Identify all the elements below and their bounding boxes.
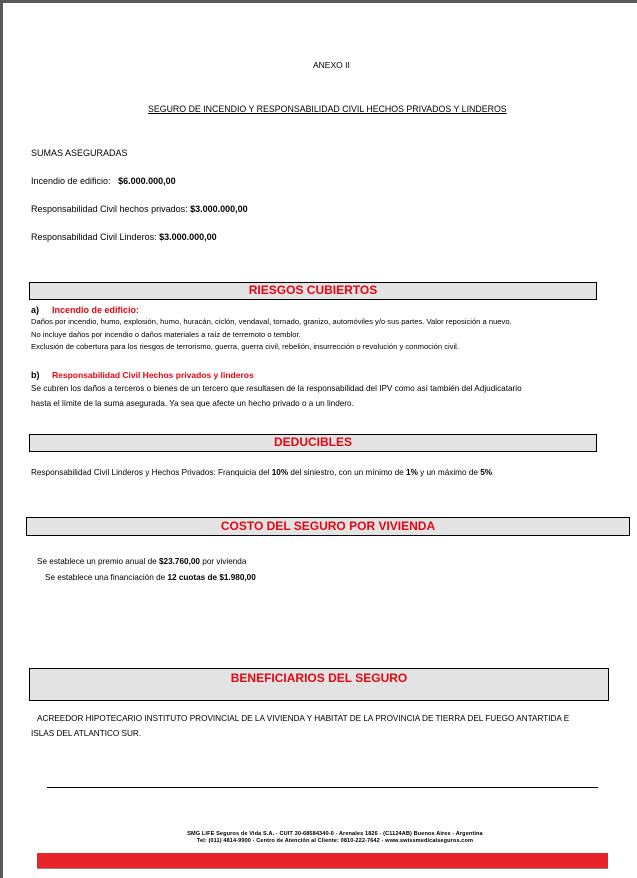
cost-financing (45, 572, 256, 585)
footer-contact-line: Tel: (011) 4814-9900 - Centro de Atención al Cliente: 0810-222-7642 - www.swissmedicalseguros.com (196, 838, 474, 844)
deductibles-text (31, 467, 492, 480)
risk-b-line-1: Se cubren los daños a terceros o bienes de un tercero que resultasen de la responsabilidad del IPV como así también del Adjudicatario (31, 384, 522, 393)
footer-company-line: SMG LIFE Seguros de Vida S.A. - CUIT 30-68584340-0 - Arenales 1826 - (C1124AB) Buenos Aires - Argentina (187, 831, 483, 837)
annex-label: ANEXO II (313, 60, 350, 70)
deductibles-pct: 10% (271, 468, 289, 477)
risks-heading: RIESGOS CUBIERTOS (248, 283, 378, 297)
sum-neighbors-value: $3.000.000,00 (159, 232, 217, 242)
cost-financing-value: 12 cuotas de $1.980,00 (167, 573, 256, 582)
sum-private-label: Responsabilidad Civil hechos privados: (31, 204, 188, 214)
footer-divider (47, 787, 598, 788)
sum-building-label: Incendio de edificio: (31, 176, 111, 186)
risk-b-marker: b) (31, 370, 40, 380)
risk-b-line-2: hasta el límite de la suma asegurada. Ya sea que afecte un hecho privado o a un lindero. (31, 399, 354, 408)
cost-heading-band (26, 517, 630, 536)
risk-a-line-3: Exclusión de cobertura para los riesgos de terrorismo, guerra, guerra civil, rebelión, insurrección o revolución y conmoción civil. (31, 342, 459, 351)
deductibles-min: 1% (406, 468, 418, 477)
cost-premium (37, 556, 246, 569)
sum-neighbors (31, 231, 217, 243)
deductibles-text-pre: Responsabilidad Civil Linderos y Hechos Privados: Franquicia del (31, 468, 272, 477)
sum-neighbors-label: Responsabilidad Civil Linderos: (31, 232, 157, 242)
viewer-left-edge (0, 0, 3, 878)
deductibles-heading-band (29, 434, 597, 452)
beneficiaries-line-1: ACREEDOR HIPOTECARIO INSTITUTO PROVINCIAL DE LA VIVIENDA Y HABITAT DE LA PROVINCIA DE TIERRA DEL FUEGO ANTARTIDA E (37, 714, 570, 723)
sum-private-value: $3.000.000,00 (190, 204, 248, 214)
risk-a-line-2: No incluye daños por incendio o daños materiales a raíz de terremoto o temblor. (31, 329, 301, 339)
cost-financing-pre: Se establece una financiación de (45, 573, 168, 582)
risk-a-line-1: Daños por incendio, humo, explosión, humo, huracán, ciclón, vendaval, tornado, granizo, automóviles y/o sus partes. Valor reposición a nuevo. (31, 317, 512, 326)
beneficiaries-line-2: ISLAS DEL ATLANTICO SUR. (31, 729, 142, 738)
deductibles-text-mid2: y un máximo de (417, 468, 481, 477)
footer-red-bar (37, 853, 608, 869)
beneficiaries-heading-band (29, 668, 609, 701)
sum-private (31, 203, 248, 215)
cost-premium-pre: Se establece un premio anual de (37, 557, 159, 566)
sum-building (31, 175, 176, 187)
cost-premium-post: por vivienda (199, 557, 247, 566)
sums-heading: SUMAS ASEGURADAS (31, 148, 128, 158)
cost-premium-value: $23.760,00 (159, 557, 200, 566)
deductibles-max: 5% (480, 468, 493, 477)
sum-building-value: $6.000.000,00 (118, 176, 176, 186)
cost-heading: COSTO DEL SEGURO POR VIVIENDA (220, 519, 436, 533)
risk-a-title: Incendio de edificio: (52, 305, 140, 315)
risk-a-marker: a) (31, 305, 40, 315)
viewer-top-edge (0, 0, 637, 3)
deductibles-text-mid: del siniestro, con un mínimo de (288, 468, 407, 477)
deductibles-heading: DEDUCIBLES (273, 435, 352, 449)
beneficiaries-heading: BENEFICIARIOS DEL SEGURO (230, 671, 408, 685)
risk-b-title: Responsabilidad Civil Hechos privados y linderos (52, 370, 254, 380)
risks-heading-band (29, 282, 597, 300)
document-title: SEGURO DE INCENDIO Y RESPONSABILIDAD CIVIL HECHOS PRIVADOS Y LINDEROS (148, 104, 507, 114)
